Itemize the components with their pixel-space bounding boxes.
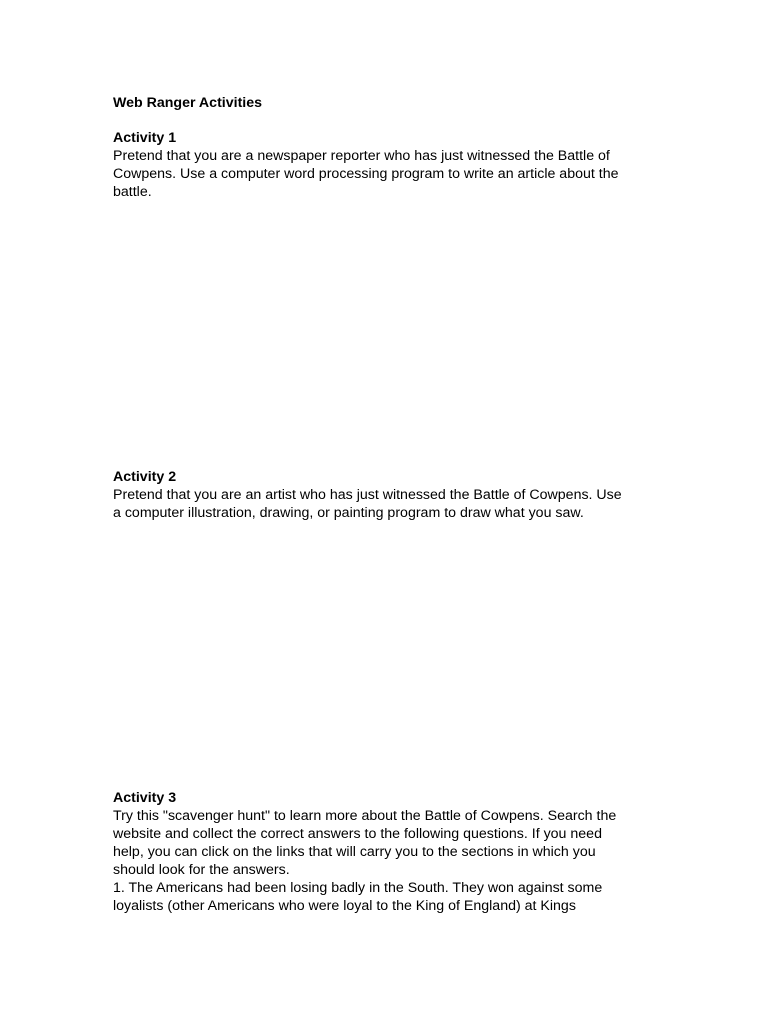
activity-1-body — [113, 147, 658, 201]
activity-2-line: a computer illustration, drawing, or painting program to draw what you saw. — [113, 505, 584, 521]
page-title: Web Ranger Activities — [113, 95, 263, 111]
activity-3-question-line: loyalists (other Americans who were loyal to the King of England) at Kings — [113, 898, 576, 914]
activity-3-body — [113, 807, 658, 915]
activity-1-line: Cowpens. Use a computer word processing program to write an article about the — [113, 166, 619, 182]
activity-3-line: should look for the answers. — [113, 862, 290, 878]
activity-2-heading: Activity 2 — [113, 469, 177, 485]
activity-1-line: Pretend that you are a newspaper reporter who has just witnessed the Battle of — [113, 148, 610, 164]
activity-2-body — [113, 486, 658, 522]
activity-1-heading: Activity 1 — [113, 130, 177, 146]
activity-3-heading: Activity 3 — [113, 790, 177, 806]
activity-3-question-line: 1. The Americans had been losing badly in the South. They won against some — [113, 880, 603, 896]
activity-3-line: help, you can click on the links that will carry you to the sections in which you — [113, 844, 596, 860]
activity-3-line: website and collect the correct answers to the following questions. If you need — [113, 826, 602, 842]
activity-2-line: Pretend that you are an artist who has just witnessed the Battle of Cowpens. Use — [113, 487, 622, 503]
activity-1-line: battle. — [113, 184, 152, 200]
activity-3-line: Try this "scavenger hunt" to learn more about the Battle of Cowpens. Search the — [113, 808, 617, 824]
